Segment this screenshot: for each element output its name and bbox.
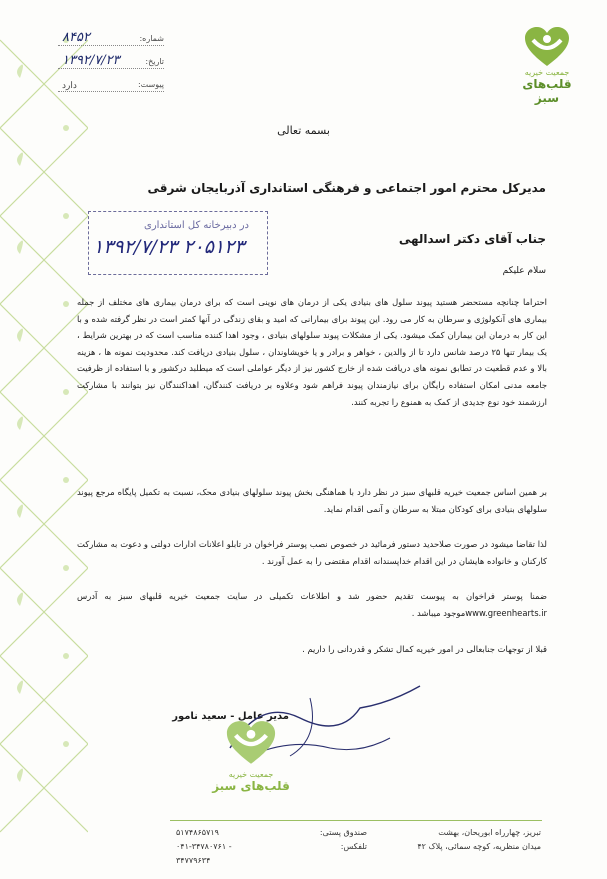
signatory: مدیر عامل - سعید نامور [172,711,289,722]
paragraph-2: بر همین اساس جمعیت خیریه قلبهای سبز در نظر دارد با هماهنگی بخش پیوند سلولهای بنیادی محک، نسبت به تکمیل پایگاه مرجع پیوند سلولهای بنیادی برای کودکان مبتلا به سرطان و آنمی اقدام نماید. [77,487,547,514]
paragraph-3: لذا تقاضا میشود در صورت صلاحدید دستور فرمائید در خصوص نصب پوستر فراخوان در تابلو اعلانات ادارات دولتی و دعوت به مشارکت کارکنان و خانواده هایشان در این اقدام خداپسندانه اقدام مقتضی را به عمل آورند . [77,539,547,566]
heart-logo-icon [523,26,571,68]
meta-date-label: تاریخ: [145,57,164,66]
meta-attachment [58,72,164,92]
footer-divider [170,820,542,821]
meta-date [58,49,164,69]
meta-number-label: شماره: [139,34,164,43]
meta-date-value: ۱۳۹۲/۷/۲۳ [62,53,120,68]
heart-seal-icon [221,720,281,766]
charity-logo [515,26,579,105]
footer-address [341,826,541,854]
paragraph-4 [77,588,547,621]
closing-line: قبلا از توجهات جنابعالی در امور خیریه کمال تشکر و قدردانی را داریم . [302,644,547,654]
seal-name-small: جمعیت خیریه [228,770,274,779]
tel-label: تلفکس: [340,842,367,851]
tel-value: ۰۴۱-۳۴۷۸۰۷۶۱ - ۳۴۷۷۹۶۳۴ [176,842,232,865]
address-line-2: میدان منظریه، کوچه سمائی، پلاک ۴۲ [417,842,541,851]
addressee: جناب آقای دکتر اسدالهی [398,232,546,246]
paragraph-4-text: ضمنا پوستر فراخوان به پیوست تقدیم حضور شد و اطلاعات تکمیلی در سایت جمعیت خیریه قلبهای سبز به آدرس [77,591,547,601]
charity-seal [206,720,296,800]
greeting: سلام علیکم [502,266,546,276]
letter-meta [58,26,164,95]
footer-contact-values [176,826,266,868]
recipient-title: مدیرکل محترم امور اجتماعی و فرهنگی استانداری آذربایجان شرقی [147,181,546,195]
stamp-text: در دبیرخانه کل استانداری [144,220,249,231]
seal-name-big: قلب‌های سبز [212,779,290,793]
postbox-value: ۵۱۷۴۸۶۵۷۱۹ [176,828,219,837]
meta-attachment-value: دارد [62,81,77,91]
address-line-1: تبریز، چهارراه ابوریحان، بهشت [438,828,541,837]
logo-name-small: جمعیت خیریه [524,68,570,77]
meta-number-value: ۸۴۵۲ [62,30,90,45]
bismillah: بسمه تعالی [277,124,330,137]
website-link[interactable]: www.greenhearts.ir [465,607,547,618]
stamp-handwritten-number: ۱۳۹۲/۷/۲۳ ۲۰۵۱۲۳ [93,236,245,258]
paragraph-1: احتراما چنانچه مستحضر هستید پیوند سلول های بنیادی یکی از درمان های نوینی است که برای درمان بیماری های مختلف از جمله بیماری های آنکولوژی و سرطان به کار می رود. این پیوند برای بیمارانی که امید و بقای زندگی در آنها کمتر است در نظر گرفته شده و با این کار به درمان این بیماران کمک میشود. یکی از مشکلات پیوند سلولهای بنیادی ، وجود اهدا کننده مناسب است که در بهترین شرایط ، یک بیمار تنها ۲۵ درصد شانس دارد تا از والدین ، خواهر و برادر و یا خویشاوندان ، سلول بنیادی دریافت کند. محدودیت نمونه ها ، هزینه بالا و عدم قطعیت در تطابق نمونه های دریافت شده از خارج کشور نیز از دیگر عواملی است که میطلبد درکشور و با استفاده از ظرفیت جامعه مدنی امکان استفاده رایگان برای نیازمندان پیوند فراهم شود وعلاوه بر دریافت کنندگان، اهداکنندگان نیز بتوانند با مشارکت ارزشمند خود نوع جدیدی از کمک به همنوع را تجربه کنند. [77,297,547,407]
registration-stamp [88,211,268,275]
paragraph-4-end: موجود میباشد . [411,607,466,618]
logo-name-big: قلب‌های سبز [522,77,572,105]
meta-attachment-label: پیوست: [137,80,164,89]
meta-number [58,26,164,46]
postbox-label: صندوق پستی: [319,828,367,837]
